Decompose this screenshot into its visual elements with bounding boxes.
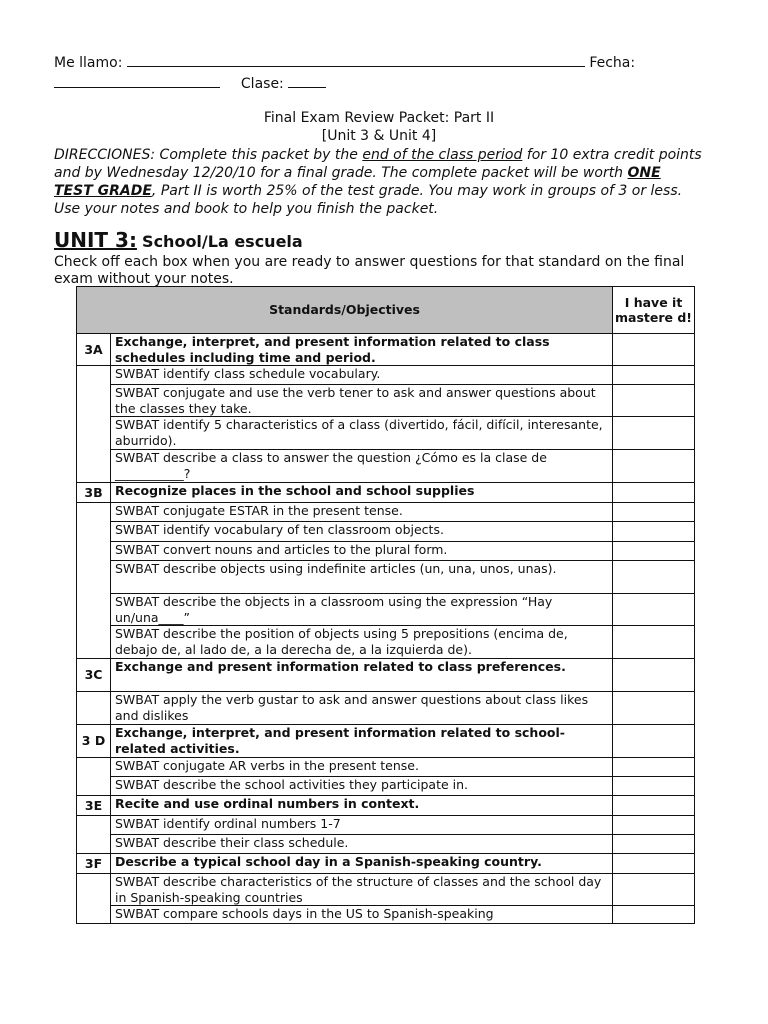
mastered-checkbox-cell[interactable]: [613, 692, 695, 725]
name-label: Me llamo:: [54, 55, 123, 71]
objective-text: SWBAT identify ordinal numbers 1-7: [111, 816, 613, 835]
objective-text: SWBAT describe their class schedule.: [111, 835, 613, 854]
objective-text: SWBAT conjugate AR verbs in the present tense.: [111, 758, 613, 777]
objective-row: [77, 692, 695, 725]
unit-name: School/La escuela: [142, 232, 303, 251]
mastered-checkbox-cell[interactable]: [613, 874, 695, 906]
objective-text: SWBAT describe the position of objects using 5 prepositions (encima de, debajo de, al lado de, a la derecha de, a la izquierda de).: [111, 626, 613, 659]
standards-table: [76, 286, 695, 924]
standard-code: 3C: [77, 659, 111, 692]
mastered-checkbox-cell[interactable]: [613, 659, 695, 692]
objective-row: [77, 542, 695, 561]
mastered-checkbox-cell[interactable]: [613, 816, 695, 835]
worksheet: [54, 52, 704, 288]
objective-row: [77, 417, 695, 450]
code-spacer-cell: [77, 874, 111, 924]
code-spacer-cell: [77, 366, 111, 483]
standard-code: 3E: [77, 796, 111, 816]
mastered-checkbox-cell[interactable]: [613, 626, 695, 659]
mastered-checkbox-cell[interactable]: [613, 854, 695, 874]
unit-heading: [54, 228, 704, 254]
standard-goal-row: [77, 796, 695, 816]
objective-row: [77, 906, 695, 924]
mastered-checkbox-cell[interactable]: [613, 450, 695, 483]
standard-goal: Recite and use ordinal numbers in context.: [111, 796, 613, 816]
standard-goal-row: [77, 483, 695, 503]
objective-text: SWBAT conjugate ESTAR in the present tense.: [111, 503, 613, 522]
mastered-checkbox-cell[interactable]: [613, 594, 695, 626]
objective-text: SWBAT identify 5 characteristics of a class (divertido, fácil, difícil, interesante, aburrido).: [111, 417, 613, 450]
objective-row: [77, 835, 695, 854]
objective-row: [77, 874, 695, 906]
directions-underline: end of the class period: [362, 147, 523, 163]
code-spacer-cell: [77, 503, 111, 659]
objective-row: [77, 385, 695, 417]
standard-code: 3F: [77, 854, 111, 874]
class-label: Clase:: [240, 76, 284, 92]
objective-text: SWBAT identify vocabulary of ten classroom objects.: [111, 522, 613, 542]
objective-text: SWBAT describe a class to answer the question ¿Cómo es la clase de ___________?: [111, 450, 613, 483]
mastered-checkbox-cell[interactable]: [613, 483, 695, 503]
date-class-line: [54, 73, 704, 94]
objective-row: [77, 561, 695, 594]
mastered-checkbox-cell[interactable]: [613, 777, 695, 796]
standard-goal: Exchange, interpret, and present information related to class schedules including time and period.: [111, 334, 613, 366]
standard-goal: Exchange, interpret, and present information related to school-related activities.: [111, 725, 613, 758]
code-spacer-cell: [77, 758, 111, 796]
objective-text: SWBAT describe characteristics of the structure of classes and the school day in Spanish-speaking countries: [111, 874, 613, 906]
class-field[interactable]: [288, 73, 326, 88]
objective-row: [77, 366, 695, 385]
mastered-checkbox-cell[interactable]: [613, 561, 695, 594]
objective-row: [77, 777, 695, 796]
date-field[interactable]: [54, 73, 220, 88]
mastered-checkbox-cell[interactable]: [613, 503, 695, 522]
standard-code: 3 D: [77, 725, 111, 758]
objective-text: SWBAT compare schools days in the US to Spanish-speaking: [111, 906, 613, 924]
objective-row: [77, 816, 695, 835]
objective-text: SWBAT conjugate and use the verb tener to ask and answer questions about the classes they take.: [111, 385, 613, 417]
name-date-line: [54, 52, 704, 73]
code-spacer-cell: [77, 816, 111, 854]
objective-text: SWBAT convert nouns and articles to the plural form.: [111, 542, 613, 561]
objective-row: [77, 758, 695, 777]
objective-text: SWBAT describe the school activities they participate in.: [111, 777, 613, 796]
code-spacer-cell: [77, 692, 111, 725]
objective-row: [77, 626, 695, 659]
mastered-checkbox-cell[interactable]: [613, 366, 695, 385]
mastered-checkbox-cell[interactable]: [613, 906, 695, 924]
mastered-checkbox-cell[interactable]: [613, 758, 695, 777]
objective-text: SWBAT describe objects using indefinite articles (un, una, unos, unas).: [111, 561, 613, 594]
mastered-checkbox-cell[interactable]: [613, 725, 695, 758]
objective-row: [77, 594, 695, 626]
objective-row: [77, 503, 695, 522]
packet-subtitle: [Unit 3 & Unit 4]: [321, 128, 437, 144]
objective-row: [77, 450, 695, 483]
unit-instructions: Check off each box when you are ready to answer questions for that standard on the final exam without your notes.: [54, 254, 685, 287]
mastered-checkbox-cell[interactable]: [613, 334, 695, 366]
packet-title: Final Exam Review Packet: Part II: [263, 110, 495, 126]
standard-goal: Recognize places in the school and school supplies: [111, 483, 613, 503]
mastered-checkbox-cell[interactable]: [613, 417, 695, 450]
standard-goal-row: [77, 725, 695, 758]
mastered-checkbox-cell[interactable]: [613, 835, 695, 854]
table-header-row: [77, 287, 695, 334]
standard-goal-row: [77, 659, 695, 692]
objective-row: [77, 522, 695, 542]
objective-text: SWBAT apply the verb gustar to ask and answer questions about class likes and dislikes: [111, 692, 613, 725]
directions-emphasis: ONE TEST GRADE: [54, 165, 661, 199]
standard-goal-row: [77, 854, 695, 874]
standard-goal: Describe a typical school day in a Spanish-speaking country.: [111, 854, 613, 874]
standard-goal: Exchange and present information related to class preferences.: [111, 659, 613, 692]
standard-goal-row: [77, 334, 695, 366]
mastered-checkbox-cell[interactable]: [613, 796, 695, 816]
objective-text: SWBAT identify class schedule vocabulary.: [111, 366, 613, 385]
mastered-header: I have it mastere d!: [613, 287, 695, 334]
directions: DIRECCIONES: Complete this packet by the end of the class period for 10 extra credit points and by Wednesday 12/20/10 for a final grade. The complete packet will be worth ONE TEST GRADE, Part II is worth 25% of the test grade. You may work in groups of 3 or less. Use your notes and book to help you finish the packet.: [54, 147, 702, 217]
objective-text: SWBAT describe the objects in a classroom using the expression “Hay un/una____”: [111, 594, 613, 626]
standard-code: 3B: [77, 483, 111, 503]
name-field[interactable]: [127, 52, 585, 67]
standards-header: Standards/Objectives: [77, 287, 613, 334]
unit-number: UNIT 3:: [54, 228, 137, 252]
mastered-checkbox-cell[interactable]: [613, 385, 695, 417]
date-label: Fecha:: [589, 55, 636, 71]
mastered-checkbox-cell[interactable]: [613, 522, 695, 542]
mastered-checkbox-cell[interactable]: [613, 542, 695, 561]
standard-code: 3A: [77, 334, 111, 366]
